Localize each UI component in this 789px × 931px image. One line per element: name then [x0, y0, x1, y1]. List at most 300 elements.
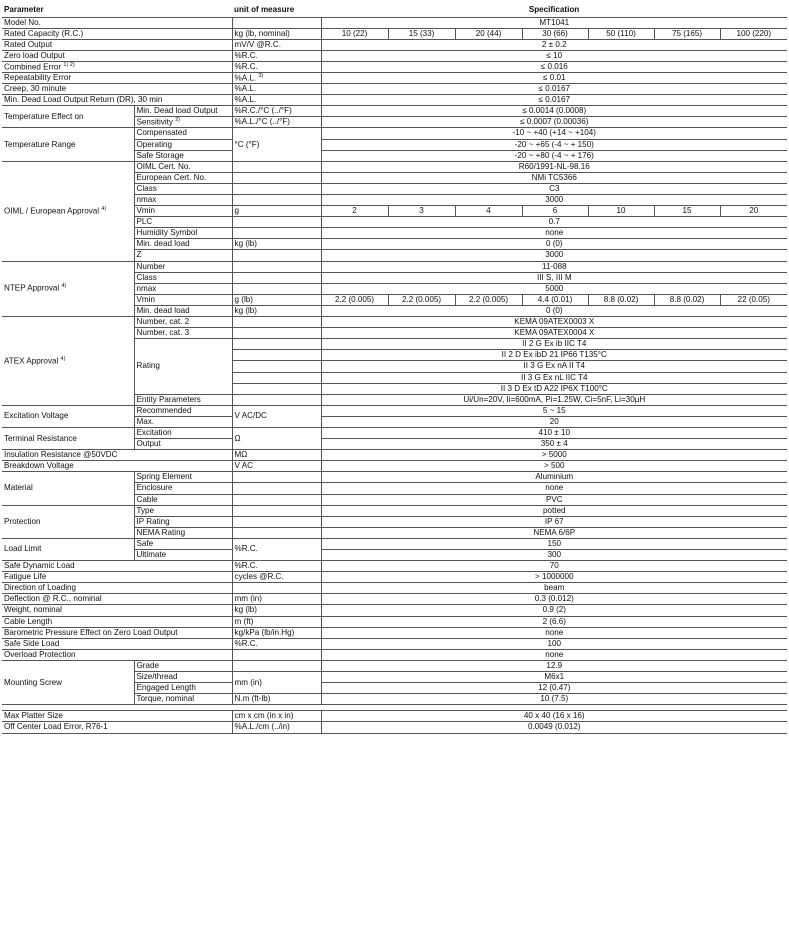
table-row	[2, 450, 787, 461]
parameter-group-cell-text: Excitation Voltage	[4, 411, 69, 421]
unit-cell	[232, 350, 321, 361]
spec-value-cell	[321, 195, 787, 206]
spec-value-cell	[321, 527, 787, 538]
spec-value-cell-text: 70	[549, 561, 559, 571]
spec-value-cell	[321, 272, 787, 283]
sub-parameter-cell	[134, 694, 232, 705]
spec-value-cell	[321, 394, 787, 405]
spec-value-cell	[321, 516, 787, 527]
table-row	[2, 711, 787, 722]
unit-cell	[232, 627, 321, 638]
table-row	[2, 95, 787, 106]
unit-cell	[232, 328, 321, 339]
spec-value-cell-text: 75 (165)	[671, 28, 703, 38]
footnote-marker: 2)	[175, 117, 181, 123]
sub-parameter-cell	[134, 206, 232, 217]
spec-value-cell	[321, 605, 787, 616]
spec-value-cell-text: potted	[543, 505, 566, 515]
unit-cell	[232, 583, 321, 594]
unit-cell-text: %A.L./cm (../in)	[234, 722, 290, 732]
spec-value-cell-text: Ui/Un=20V, Ii=600mA, Pi=1.25W, Ci=5nF, Li=30µH	[463, 394, 646, 404]
unit-cell-text: cycles @R.C.	[234, 572, 284, 582]
parameter-group-cell	[2, 505, 134, 538]
table-row	[2, 427, 787, 438]
spec-value-cell	[321, 361, 787, 372]
sub-parameter-cell	[134, 672, 232, 683]
table-row	[2, 561, 787, 572]
spec-value-cell	[654, 294, 720, 305]
spec-value-cell-text: 350 ± 4	[540, 439, 568, 449]
spec-value-cell	[321, 228, 787, 239]
sub-parameter-cell	[134, 328, 232, 339]
unit-cell	[232, 561, 321, 572]
table-row	[2, 39, 787, 50]
spec-value-cell	[720, 28, 787, 39]
spec-value-cell-text: > 500	[544, 461, 565, 471]
unit-cell	[232, 694, 321, 705]
sub-parameter-cell	[134, 283, 232, 294]
spec-value-cell	[321, 372, 787, 383]
sub-parameter-cell-text: Size/thread	[136, 672, 178, 682]
spec-value-cell-text: 15	[682, 206, 692, 216]
spec-value-cell	[321, 649, 787, 660]
parameter-group-cell-text: Temperature Effect on	[4, 111, 84, 121]
sub-parameter-cell-text: nmax	[136, 283, 157, 293]
spec-value-cell-text: ≤ 0.0007 (0.00036)	[520, 117, 589, 127]
sub-parameter-cell-text: Compensated	[136, 128, 187, 138]
table-row	[2, 28, 787, 39]
sub-parameter-cell	[134, 106, 232, 117]
spec-value-cell	[321, 572, 787, 583]
spec-value-cell-text: 22 (0.05)	[737, 294, 770, 304]
table-row	[2, 261, 787, 272]
unit-cell	[232, 117, 321, 128]
spec-value-cell	[321, 139, 787, 150]
spec-value-cell	[522, 294, 588, 305]
spec-value-cell-text: II 3 G Ex nL IIC T4	[520, 372, 588, 382]
unit-cell-text: N.m (ft-lb)	[234, 694, 271, 704]
sub-parameter-cell	[134, 439, 232, 450]
unit-cell	[232, 106, 321, 117]
unit-cell-text: Ω	[234, 433, 241, 443]
table-row	[2, 61, 787, 72]
unit-cell-text: %R.C.	[234, 544, 258, 554]
sub-parameter-cell-text: IP Rating	[136, 516, 170, 526]
spec-value-cell	[321, 250, 787, 261]
spec-value-cell-text: ≤ 10	[546, 50, 563, 60]
parameter-group-cell-text: Material	[4, 483, 33, 493]
unit-cell	[232, 39, 321, 50]
sub-parameter-cell	[134, 272, 232, 283]
spec-value-cell-text: 11-088	[541, 261, 567, 271]
sub-parameter-cell	[134, 294, 232, 305]
spec-value-cell-text: 12.9	[546, 660, 563, 670]
spec-value-cell	[321, 672, 787, 683]
spec-value-cell	[321, 450, 787, 461]
sub-parameter-cell	[134, 305, 232, 316]
unit-cell	[232, 239, 321, 250]
parameter-cell-text: Fatigue Life	[4, 572, 47, 582]
spec-value-cell	[321, 627, 787, 638]
sub-parameter-cell	[134, 339, 232, 394]
table-row	[2, 405, 787, 416]
spec-value-cell-text: 5000	[545, 283, 564, 293]
spec-value-cell-text: 2	[352, 206, 357, 216]
spec-value-cell-text: -20 ~ +80 (-4 ~ + 176)	[514, 150, 594, 160]
parameter-cell-text: Min. Dead Load Output Return (DR), 30 min	[4, 95, 163, 105]
sub-parameter-cell-text: Ultimate	[136, 550, 167, 559]
spec-value-cell-text: -10 ~ +40 (+14 ~ +104)	[512, 128, 597, 138]
unit-cell-text: %R.C.	[234, 638, 258, 648]
spec-value-cell	[321, 128, 787, 139]
spec-value-cell	[321, 283, 787, 294]
spec-value-cell-text: ≤ 0.0167	[538, 95, 570, 105]
sub-parameter-cell-text: Recommended	[136, 405, 192, 415]
spec-value-cell	[455, 28, 522, 39]
table-row	[2, 538, 787, 549]
spec-value-cell	[321, 405, 787, 416]
unit-cell	[232, 405, 321, 427]
unit-cell	[232, 722, 321, 733]
parameter-cell-text: Zero load Output	[4, 50, 65, 60]
spec-value-cell	[321, 383, 787, 394]
spec-value-cell	[321, 317, 787, 328]
table-row	[2, 649, 787, 660]
spec-value-cell-text: II 2 D Ex ibD 21 IP66 T135°C	[501, 350, 607, 360]
sub-parameter-cell-text: Spring Element	[136, 472, 192, 482]
parameter-cell-text: Max Platter Size	[4, 711, 63, 721]
sub-parameter-cell	[134, 139, 232, 150]
unit-cell	[232, 217, 321, 228]
unit-cell-text: MΩ	[234, 450, 248, 460]
spec-value-cell	[321, 305, 787, 316]
spec-value-cell-text: II 3 D Ex tD A22 IP6X T100°C	[500, 383, 608, 393]
unit-cell	[232, 339, 321, 350]
footnote-marker: 3)	[258, 72, 264, 79]
sub-parameter-cell	[134, 427, 232, 438]
parameter-cell-text: Rated Output	[4, 39, 53, 49]
sub-parameter-cell	[134, 516, 232, 527]
sub-parameter-cell	[134, 183, 232, 194]
sub-parameter-cell-text: Safe Storage	[136, 150, 184, 160]
spec-value-cell	[321, 95, 787, 106]
sub-parameter-cell-text: NEMA Rating	[136, 527, 186, 537]
header-row	[2, 4, 787, 17]
sub-parameter-cell-text: Min. Dead load Output	[136, 106, 218, 116]
parameter-group-cell	[2, 472, 134, 505]
spec-value-cell-text: 0.0049 (0.012)	[527, 722, 581, 732]
unit-cell	[232, 228, 321, 239]
table-row	[2, 638, 787, 649]
unit-cell-text: °C (°F)	[234, 139, 260, 149]
spec-value-cell-text: KEMA 09ATEX0004 X	[514, 328, 595, 338]
spec-value-cell-text: 410 ± 10	[538, 427, 570, 437]
spec-value-cell-text: R60/1991-NL-98.16	[518, 161, 590, 171]
unit-cell	[232, 672, 321, 694]
unit-cell-text: V AC/DC	[234, 411, 267, 421]
spec-value-cell-text: 50 (110)	[606, 28, 636, 38]
spec-value-cell-text: 3000	[545, 250, 564, 260]
unit-cell	[232, 72, 321, 83]
parameter-cell	[2, 561, 232, 572]
sub-parameter-cell-text: Grade	[136, 660, 159, 670]
spec-value-cell	[321, 339, 787, 350]
unit-cell	[232, 494, 321, 505]
spec-value-cell	[654, 206, 720, 217]
spec-value-cell	[588, 28, 654, 39]
spec-value-cell	[321, 239, 787, 250]
sub-parameter-cell-text: Vmin	[136, 206, 155, 216]
table-row	[2, 161, 787, 172]
spec-value-cell-text: PVC	[545, 494, 563, 504]
parameter-cell-text: Repeatability Error	[4, 72, 72, 82]
spec-value-cell-text: 100 (220)	[736, 28, 772, 38]
table-row	[2, 17, 787, 28]
parameter-group-cell	[2, 106, 134, 128]
parameter-group-cell	[2, 261, 134, 316]
footnote-marker: 4)	[101, 205, 107, 212]
unit-cell	[232, 28, 321, 39]
unit-cell	[232, 383, 321, 394]
parameter-cell-text: Safe Side Load	[4, 638, 60, 648]
parameter-group-cell-text: Load Limit	[4, 544, 42, 554]
sub-parameter-cell-text: Class	[136, 272, 157, 282]
parameter-cell-text: Weight, nominal	[4, 605, 62, 615]
parameter-cell-text: Overload Protection	[4, 649, 76, 659]
unit-cell-text: kg (lb)	[234, 305, 258, 315]
spec-value-cell-text: 20	[749, 206, 759, 216]
sub-parameter-cell	[134, 217, 232, 228]
spec-value-cell-text: 300	[547, 550, 562, 559]
parameter-group-cell-text: Temperature Range	[4, 139, 76, 149]
parameter-cell	[2, 638, 232, 649]
sub-parameter-cell-text: Operating	[136, 139, 173, 149]
spec-value-cell-text: none	[545, 228, 564, 238]
parameter-group-cell	[2, 161, 134, 261]
unit-cell	[232, 305, 321, 316]
parameter-cell	[2, 627, 232, 638]
unit-cell	[232, 50, 321, 61]
spec-value-cell-text: 150	[547, 538, 562, 548]
sub-parameter-cell-text: Engaged Length	[136, 683, 196, 693]
spec-value-cell-text: 2.2 (0.005)	[401, 294, 442, 304]
table-row	[2, 317, 787, 328]
spec-value-cell-text: 0.3 (0.012)	[534, 594, 574, 604]
spec-value-cell-text: 15 (33)	[408, 28, 435, 38]
spec-value-cell	[321, 694, 787, 705]
parameter-cell-text: Model No.	[4, 17, 41, 27]
spec-value-cell-text: Aluminium	[535, 472, 574, 482]
spec-value-cell-text: 5 ~ 15	[542, 405, 566, 415]
parameter-cell	[2, 95, 232, 106]
spec-value-cell	[321, 172, 787, 183]
sub-parameter-cell-text: Min. dead load	[136, 239, 190, 249]
parameter-cell-text: Deflection @ R.C., nominal	[4, 594, 102, 604]
unit-cell-text: %R.C./°C (../°F)	[234, 106, 292, 116]
table-row	[2, 660, 787, 671]
unit-cell	[232, 195, 321, 206]
spec-value-cell	[321, 106, 787, 117]
parameter-cell	[2, 711, 232, 722]
unit-cell	[232, 427, 321, 449]
sub-parameter-cell-text: Entity Parameters	[136, 394, 201, 404]
table-row	[2, 84, 787, 95]
spec-value-cell-text: ≤ 0.0014 (0.0008)	[522, 106, 587, 116]
sub-parameter-cell-text: Number	[136, 261, 166, 271]
unit-cell	[232, 372, 321, 383]
spec-value-cell	[321, 28, 388, 39]
spec-value-cell-text: MT1041	[539, 17, 570, 27]
spec-value-cell-text: II 2 G Ex ib IIC T4	[522, 339, 587, 349]
table-row	[2, 106, 787, 117]
unit-cell-text: kg (lb)	[234, 239, 258, 249]
spec-value-cell-text: > 1000000	[535, 572, 574, 582]
parameter-group-cell	[2, 128, 134, 161]
sub-parameter-cell-text: Class	[136, 183, 157, 193]
spec-value-cell-text: none	[545, 627, 564, 637]
spec-value-cell	[654, 28, 720, 39]
spec-value-cell-text: > 5000	[541, 450, 567, 460]
spec-value-cell	[588, 294, 654, 305]
unit-cell	[232, 527, 321, 538]
parameter-cell	[2, 17, 232, 28]
parameter-cell	[2, 50, 232, 61]
parameter-group-cell	[2, 317, 134, 406]
table-row	[2, 605, 787, 616]
spec-value-cell-text: 3000	[545, 195, 564, 204]
specification-table	[2, 4, 787, 734]
spec-value-cell	[321, 561, 787, 572]
sub-parameter-cell	[134, 494, 232, 505]
sub-parameter-cell	[134, 228, 232, 239]
sub-parameter-cell	[134, 117, 232, 128]
sub-parameter-cell-text: Excitation	[136, 427, 172, 437]
spec-value-cell	[720, 206, 787, 217]
sub-parameter-cell-text: Type	[136, 505, 155, 515]
spec-value-cell	[455, 294, 522, 305]
spec-value-cell-text: 0.9 (2)	[542, 605, 566, 615]
sub-parameter-cell-text: OIML Cert. No.	[136, 161, 191, 171]
parameter-cell-text: Direction of Loading	[4, 583, 76, 593]
spec-value-cell-text: 10	[616, 206, 626, 216]
sub-parameter-cell	[134, 527, 232, 538]
parameter-cell	[2, 722, 232, 733]
unit-cell	[232, 128, 321, 161]
spec-value-cell	[321, 638, 787, 649]
spec-value-cell-text: -20 ~ +65 (-4 ~ + 150)	[514, 139, 594, 149]
parameter-cell-text: Combined Error	[4, 62, 62, 72]
table-row	[2, 722, 787, 733]
spec-value-cell	[321, 583, 787, 594]
parameter-cell-text: Rated Capacity (R.C.)	[4, 28, 84, 38]
spec-value-cell-text: 10 (7.5)	[540, 694, 569, 704]
spec-value-cell-text: ≤ 0.01	[543, 72, 566, 82]
parameter-cell	[2, 28, 232, 39]
parameter-group-cell-text: ATEX Approval	[4, 356, 59, 366]
unit-cell-text: kg (lb)	[234, 605, 258, 615]
unit-cell	[232, 361, 321, 372]
table-row	[2, 472, 787, 483]
sub-parameter-cell	[134, 538, 232, 549]
spec-value-cell	[321, 72, 787, 83]
unit-cell-text: kg/kPa (lb/in.Hg)	[234, 627, 295, 637]
spec-value-cell	[321, 538, 787, 549]
unit-cell	[232, 261, 321, 272]
unit-cell	[232, 638, 321, 649]
spec-value-cell-text: 40 x 40 (16 x 16)	[523, 711, 585, 721]
spec-value-cell	[321, 294, 388, 305]
unit-cell-text: %A.L.	[234, 95, 257, 105]
parameter-cell-text: Creep, 30 minute	[4, 84, 67, 94]
spec-value-cell	[321, 660, 787, 671]
parameter-cell	[2, 450, 232, 461]
spec-value-cell-text: 20 (44)	[475, 28, 502, 38]
spec-value-cell-text: 30 (66)	[542, 28, 568, 38]
unit-cell-text: mm (in)	[234, 677, 262, 687]
sub-parameter-cell-text: Cable	[136, 494, 158, 504]
parameter-cell	[2, 461, 232, 472]
spec-value-cell	[321, 161, 787, 172]
sub-parameter-cell-text: Sensitivity	[136, 117, 173, 127]
unit-cell	[232, 206, 321, 217]
sub-parameter-cell	[134, 416, 232, 427]
spec-value-cell	[321, 711, 787, 722]
sub-parameter-cell-text: Humidity Symbol	[136, 228, 198, 238]
sub-parameter-cell-text: Safe	[136, 538, 154, 548]
unit-cell-text: mV/V @R.C.	[234, 39, 281, 49]
spec-value-cell	[522, 206, 588, 217]
parameter-cell-text: Safe Dynamic Load	[4, 561, 75, 571]
table-row	[2, 627, 787, 638]
sub-parameter-cell-text: Enclosure	[136, 483, 173, 493]
spec-value-cell-text: M6x1	[544, 672, 565, 682]
spec-value-cell	[321, 84, 787, 95]
parameter-group-cell-text: Terminal Resistance	[4, 433, 77, 443]
spec-value-cell-text: 8.8 (0.02)	[669, 294, 705, 304]
unit-cell	[232, 483, 321, 494]
sub-parameter-cell	[134, 172, 232, 183]
table-row	[2, 572, 787, 583]
spec-value-cell	[321, 350, 787, 361]
sub-parameter-cell-text: PLC	[136, 217, 153, 227]
table-row	[2, 50, 787, 61]
footnote-marker: 4)	[60, 355, 66, 362]
sub-parameter-cell	[134, 261, 232, 272]
sub-parameter-cell	[134, 394, 232, 405]
sub-parameter-cell-text: Number, cat. 2	[136, 317, 190, 327]
unit-cell-text: %R.C.	[234, 61, 258, 71]
spec-value-cell-text: ≤ 0.016	[540, 61, 568, 71]
spec-value-cell	[321, 261, 787, 272]
unit-cell	[232, 616, 321, 627]
parameter-cell-text: Cable Length	[4, 616, 53, 626]
unit-cell-text: g (lb)	[234, 294, 253, 304]
unit-cell-text: cm x cm (in x in)	[234, 711, 294, 721]
parameter-cell	[2, 61, 232, 72]
spec-value-cell-text: 4	[486, 206, 491, 216]
unit-cell	[232, 283, 321, 294]
unit-cell	[232, 84, 321, 95]
parameter-cell	[2, 616, 232, 627]
spec-value-cell	[321, 50, 787, 61]
table-row	[2, 594, 787, 605]
unit-cell	[232, 711, 321, 722]
spec-value-cell	[321, 39, 787, 50]
spec-value-cell	[321, 461, 787, 472]
parameter-group-cell	[2, 405, 134, 427]
spec-value-cell	[321, 494, 787, 505]
unit-cell	[232, 95, 321, 106]
